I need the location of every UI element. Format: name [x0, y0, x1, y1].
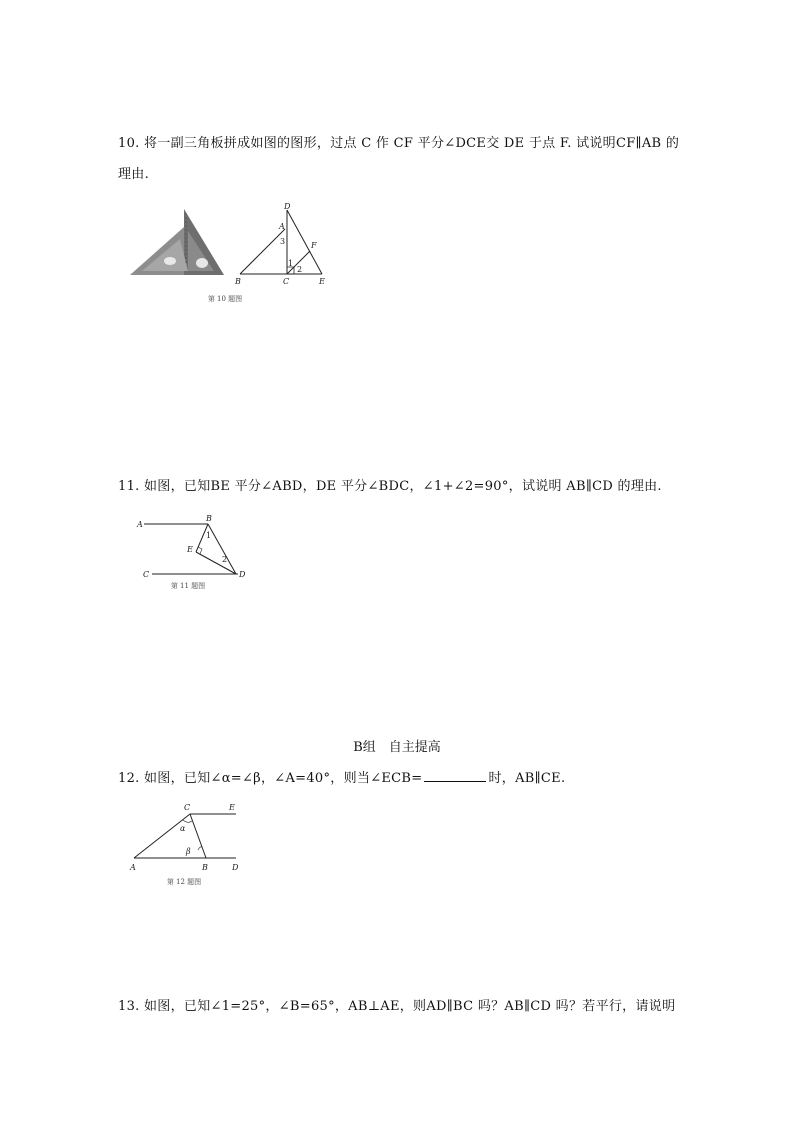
q10-caption — [195, 292, 255, 304]
q10-diagram — [230, 200, 340, 290]
section-b-title: B组 自主提高 — [353, 740, 441, 755]
q12-caption: 第 12 题图 — [166, 878, 202, 886]
q12-diagram — [128, 800, 248, 892]
set-squares-photo — [128, 205, 228, 281]
q11-caption: 第 11 题图 — [170, 582, 206, 590]
q12-text-after: 时，AB∥CE. — [488, 771, 566, 786]
label-A: A — [130, 863, 136, 872]
angle-beta: β — [186, 847, 191, 856]
angle-3: 3 — [280, 237, 286, 246]
label-C: C — [283, 277, 290, 286]
label-B: B — [206, 514, 212, 523]
label-D: D — [239, 570, 246, 579]
q12-text-before: 12. 如图，已知∠α=∠β，∠A=40°，则当∠ECB= — [118, 771, 423, 786]
q11-text-line1: 11. 如图，已知BE 平分∠ABD，DE 平分∠BDC，∠1+∠2=90°，试说明 AB∥CD 的理由. — [118, 479, 662, 494]
label-D: D — [284, 202, 291, 211]
q10-text-line2: 理由. — [118, 167, 150, 182]
label-B: B — [235, 277, 241, 286]
label-A: A — [137, 520, 143, 529]
angle-alpha: α — [180, 824, 186, 833]
q13-text-line1: 13. 如图，已知∠1=25°，∠B=65°，AB⊥AE，则AD∥BC 吗？AB∥CD 吗？若平行，请说明 — [118, 999, 676, 1014]
label-C: C — [184, 803, 191, 812]
angle-1: 1 — [206, 531, 212, 540]
label-C: C — [143, 570, 150, 579]
label-F: F — [311, 241, 317, 250]
q10-caption-text: 第 10 题图 — [207, 295, 243, 303]
label-D: D — [232, 863, 239, 872]
label-E: E — [187, 545, 193, 554]
label-A: A — [279, 222, 285, 231]
q10-text-line1: 10. 将一副三角板拼成如图的图形，过点 C 作 CF 平分∠DCE交 DE 于点 F. 试说明CF∥AB 的 — [118, 136, 680, 151]
angle-2: 2 — [222, 555, 228, 564]
label-E: E — [319, 277, 325, 286]
label-B: B — [202, 863, 208, 872]
angle-1: 1 — [288, 259, 294, 268]
q12-answer-blank[interactable] — [424, 767, 486, 782]
angle-2: 2 — [297, 265, 303, 274]
q12-text-line1 — [118, 767, 565, 789]
label-E: E — [229, 803, 235, 812]
q11-diagram — [132, 512, 252, 592]
